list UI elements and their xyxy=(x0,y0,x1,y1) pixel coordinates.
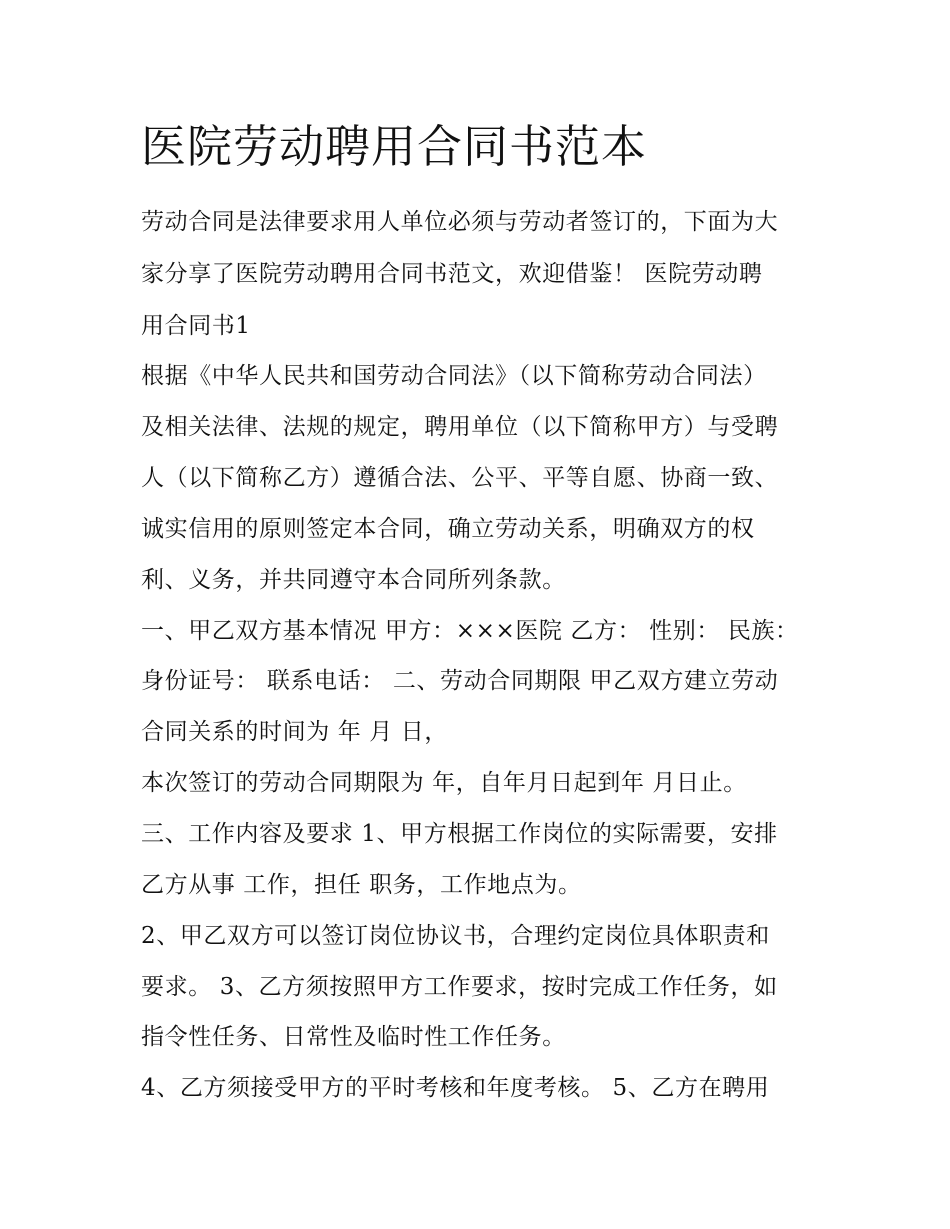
body-line: 一、甲乙双方基本情况 甲方：×××医院 乙方： 性别： 民族： xyxy=(141,618,799,644)
body-line: 劳动合同是法律要求用人单位必须与劳动者签订的，下面为大 xyxy=(141,209,779,235)
body-line: 身份证号： 联系电话： 二、劳动合同期限 甲乙双方建立劳动 xyxy=(141,668,779,694)
body-line: 合同关系的时间为 年 月 日， xyxy=(141,719,448,745)
body-line: 家分享了医院劳动聘用合同书范文，欢迎借鉴！ 医院劳动聘 xyxy=(141,261,763,287)
body-line: 诚实信用的原则签定本合同，确立劳动关系，明确双方的权 xyxy=(141,516,755,542)
body-line: 本次签订的劳动合同期限为 年，自年月日起到年 月日止。 xyxy=(141,770,747,796)
body-line: 及相关法律、法规的规定，聘用单位（以下简称甲方）与受聘 xyxy=(141,414,779,440)
body-line: 4、乙方须接受甲方的平时考核和年度考核。 5、乙方在聘用 xyxy=(141,1075,770,1101)
body-line: 人（以下简称乙方）遵循合法、公平、平等自愿、协商一致、 xyxy=(141,465,779,491)
body-line: 指令性任务、日常性及临时性工作任务。 xyxy=(141,1024,566,1050)
body-line: 乙方从事 工作，担任 职务，工作地点为。 xyxy=(141,872,582,898)
body-line: 2、甲乙双方可以签订岗位协议书，合理约定岗位具体职责和 xyxy=(141,923,770,949)
body-line: 用合同书1 xyxy=(141,313,251,339)
body-line: 利、义务，并共同遵守本合同所列条款。 xyxy=(141,567,566,593)
body-line: 要求。 3、乙方须按照甲方工作要求，按时完成工作任务，如 xyxy=(141,974,778,1000)
body-line: 三、工作内容及要求 1、甲方根据工作岗位的实际需要，安排 xyxy=(141,821,778,847)
body-line: 根据《中华人民共和国劳动合同法》（以下简称劳动合同法） xyxy=(141,363,767,389)
document-title: 医院劳动聘用合同书范本 xyxy=(141,120,648,173)
